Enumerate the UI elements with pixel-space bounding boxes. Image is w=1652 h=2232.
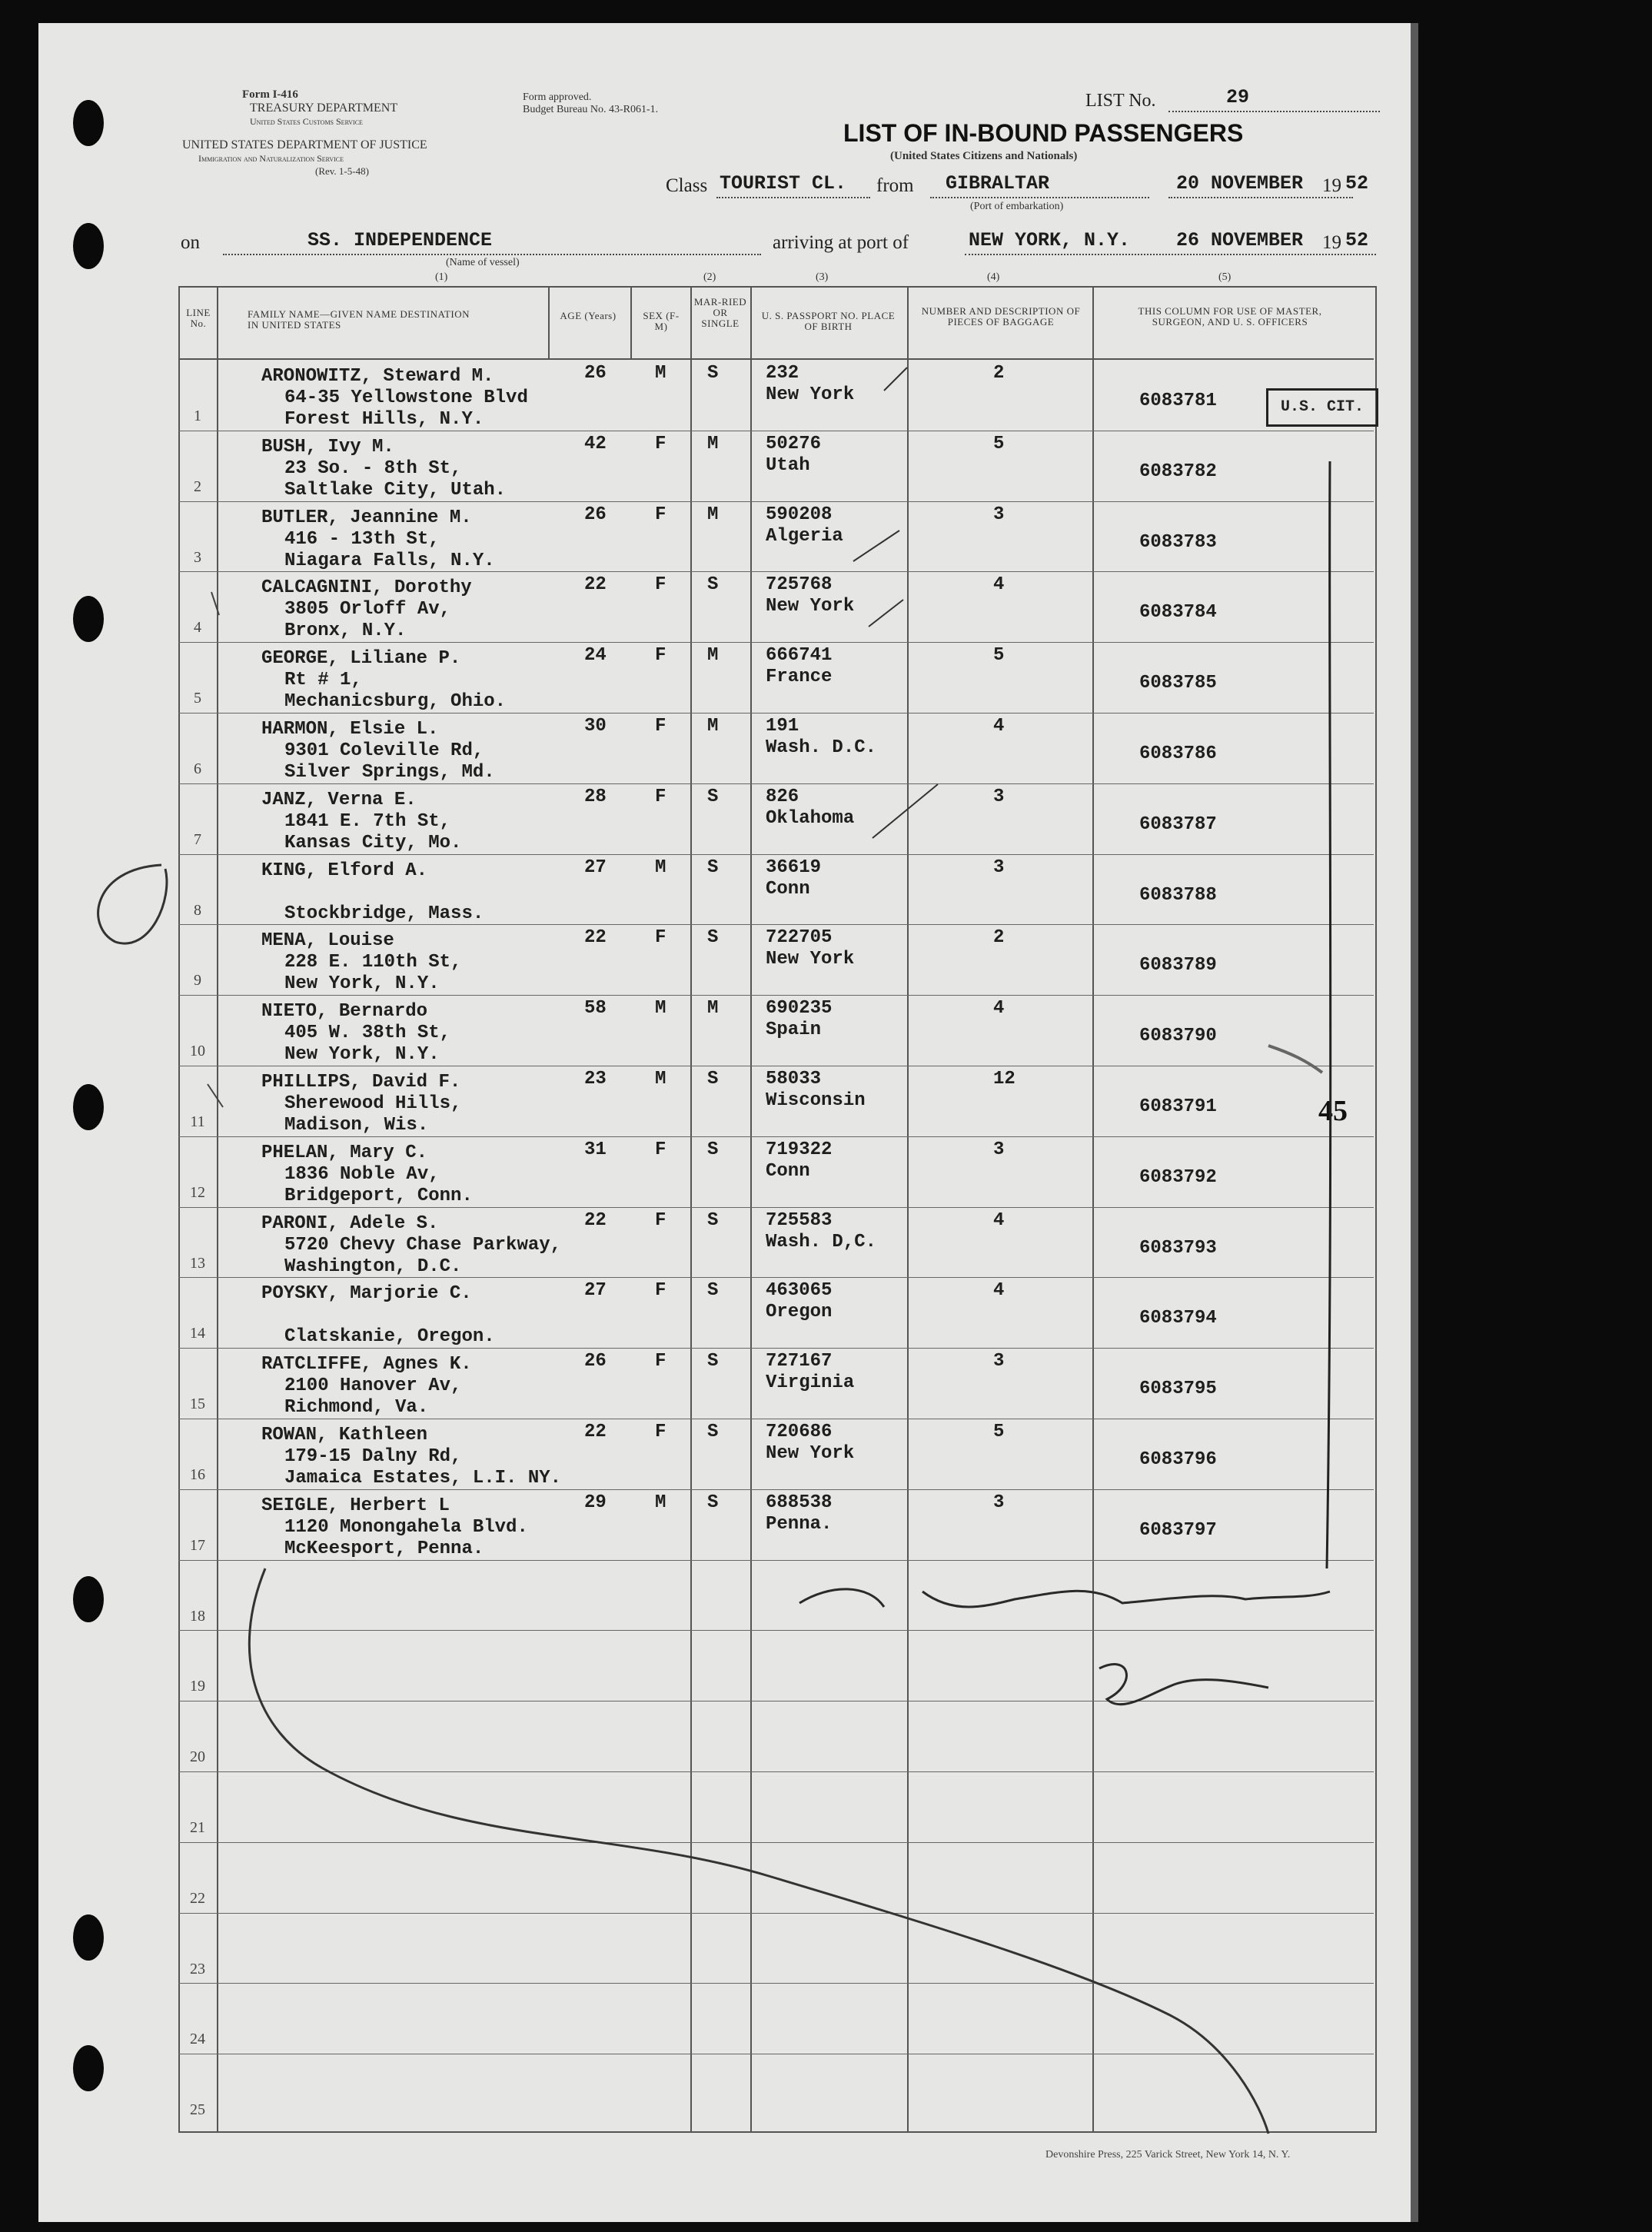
age: 28 xyxy=(584,786,607,807)
place-of-birth: Oregon xyxy=(766,1302,833,1323)
age: 23 xyxy=(584,1069,607,1089)
from-underline xyxy=(930,197,1149,198)
class-underline xyxy=(716,197,870,198)
baggage-count: 3 xyxy=(993,857,1005,878)
line-number: 15 xyxy=(190,1395,205,1413)
baggage-count: 3 xyxy=(993,504,1005,525)
line-number: 11 xyxy=(190,1113,205,1130)
baggage-count: 2 xyxy=(993,363,1005,384)
binder-hole xyxy=(73,596,104,642)
table-row xyxy=(178,642,1374,713)
table-row-empty xyxy=(178,1983,1374,2054)
officer-number: 6083785 xyxy=(1139,673,1217,694)
sex: F xyxy=(655,645,666,667)
marital-status: S xyxy=(707,574,719,596)
address-line-2: Saltlake City, Utah. xyxy=(284,479,507,501)
passenger-name: POYSKY, Marjorie C. xyxy=(261,1283,472,1305)
baggage-count: 5 xyxy=(993,433,1005,454)
sex: F xyxy=(655,786,666,807)
officer-number: 6083781 xyxy=(1139,391,1217,411)
officer-number: 6083789 xyxy=(1139,955,1217,976)
address-line-2: Niagara Falls, N.Y. xyxy=(284,550,495,571)
binder-hole xyxy=(73,100,104,146)
passport-number: 191 xyxy=(766,716,799,737)
passenger-name: PHILLIPS, David F. xyxy=(261,1072,461,1093)
place-of-birth: Oklahoma xyxy=(766,807,855,829)
passport-number: 463065 xyxy=(766,1280,833,1302)
officer-number: 6083797 xyxy=(1139,1519,1217,1541)
passenger-name: CALCAGNINI, Dorothy xyxy=(261,577,472,599)
line-number: 25 xyxy=(190,2101,205,2119)
age: 22 xyxy=(584,1422,607,1442)
table-row-empty xyxy=(178,2054,1374,2124)
marital-status: S xyxy=(707,1209,719,1231)
table-row xyxy=(178,1277,1374,1348)
table-row xyxy=(178,431,1374,501)
place-of-birth: New York xyxy=(766,384,855,405)
col-header-baggage: NUMBER AND DESCRIPTION OF PIECES OF BAGGAGE xyxy=(921,305,1081,328)
officer-number: 6083792 xyxy=(1139,1166,1217,1188)
passport-number: 58033 xyxy=(766,1069,822,1089)
line-number: 2 xyxy=(194,477,201,495)
col-header-sex: SEX (F-M) xyxy=(643,310,680,332)
line-number: 19 xyxy=(190,1678,205,1695)
officer-number: 6083791 xyxy=(1139,1096,1217,1117)
arrival-date: 26 NOVEMBER xyxy=(1176,229,1304,251)
passport-number: 232 xyxy=(766,363,799,384)
address-line-2: Bronx, N.Y. xyxy=(284,620,407,642)
arrival-port: NEW YORK, N.Y. xyxy=(969,229,1131,251)
address-line-2: Bridgeport, Conn. xyxy=(284,1185,473,1206)
line-number: 13 xyxy=(190,1254,205,1272)
table-row xyxy=(178,360,1374,431)
address-line-1: 64-35 Yellowstone Blvd xyxy=(284,388,528,408)
class-value: TOURIST CL. xyxy=(720,172,847,195)
officer-number: 6083782 xyxy=(1139,461,1217,482)
line-number: 10 xyxy=(190,1043,205,1060)
age: 58 xyxy=(584,998,607,1020)
table-row xyxy=(178,1419,1374,1489)
age: 27 xyxy=(584,857,607,878)
table-row xyxy=(178,924,1374,995)
col-marker-4: (4) xyxy=(987,271,1000,283)
revision: (Rev. 1-5-48) xyxy=(315,165,369,177)
col-marker-1: (1) xyxy=(435,271,448,283)
passenger-name: ROWAN, Kathleen xyxy=(261,1425,428,1445)
address-line-1: 405 W. 38th St, xyxy=(284,1023,451,1044)
age: 29 xyxy=(584,1492,607,1513)
place-of-birth: Conn xyxy=(766,878,810,900)
age: 26 xyxy=(584,1351,607,1372)
passenger-name: KING, Elford A. xyxy=(261,860,428,881)
age: 26 xyxy=(584,504,607,525)
col-header-line: LINE No. xyxy=(186,307,211,329)
baggage-count: 2 xyxy=(993,927,1005,949)
address-line-2: New York, N.Y. xyxy=(284,973,440,995)
marital-status: S xyxy=(707,1422,719,1442)
sex: F xyxy=(655,574,666,596)
sex: F xyxy=(655,1280,666,1302)
line-number: 22 xyxy=(190,1889,205,1907)
binder-hole xyxy=(73,1914,104,1961)
address-line-2: Richmond, Va. xyxy=(284,1397,429,1419)
sex: M xyxy=(655,363,666,384)
address-line-1: 1836 Noble Av, xyxy=(284,1163,440,1185)
signature-time xyxy=(1092,1653,1284,1715)
address-line-2: Jamaica Estates, L.I. NY. xyxy=(284,1468,562,1489)
marital-status: M xyxy=(707,716,719,737)
passport-number: 688538 xyxy=(766,1492,833,1513)
table-row xyxy=(178,1207,1374,1278)
table-row xyxy=(178,1066,1374,1136)
passport-number: 720686 xyxy=(766,1422,833,1442)
arriving-label: arriving at port of xyxy=(773,232,909,253)
arrival-year-prefix: 19 xyxy=(1322,232,1341,253)
officer-number: 6083793 xyxy=(1139,1237,1217,1259)
age: 31 xyxy=(584,1139,607,1160)
place-of-birth: Wash. D,C. xyxy=(766,1231,877,1252)
depart-year: 52 xyxy=(1345,172,1369,195)
marital-status: M xyxy=(707,998,719,1020)
col-divider xyxy=(548,286,550,358)
form-approved: Form approved. xyxy=(523,91,592,103)
sex: F xyxy=(655,433,666,454)
passenger-name: ARONOWITZ, Steward M. xyxy=(261,366,494,387)
address-line-1: 2100 Hanover Av, xyxy=(284,1375,462,1397)
line-number: 16 xyxy=(190,1466,205,1483)
officer-number: 6083784 xyxy=(1139,602,1217,624)
passenger-name: BUTLER, Jeannine M. xyxy=(261,507,472,528)
baggage-count: 3 xyxy=(993,1492,1005,1513)
officer-number: 6083795 xyxy=(1139,1379,1217,1400)
address-line-1: Sherewood Hills, xyxy=(284,1093,462,1114)
officer-number: 6083796 xyxy=(1139,1449,1217,1470)
passport-number: 36619 xyxy=(766,857,822,878)
col-header-age: AGE (Years) xyxy=(560,310,617,321)
vessel-underline xyxy=(223,254,761,255)
address-line-2: Silver Springs, Md. xyxy=(284,762,495,783)
document-title: LIST OF IN-BOUND PASSENGERS xyxy=(843,119,1244,147)
passenger-name: BUSH, Ivy M. xyxy=(261,436,394,457)
form-number: Form I-416 xyxy=(242,88,298,101)
passport-number: 50276 xyxy=(766,433,822,454)
line-number: 24 xyxy=(190,2031,205,2048)
margin-number: 45 xyxy=(1318,1095,1348,1127)
ins-service: Immigration and Naturalization Service xyxy=(198,153,344,164)
justice-dept: UNITED STATES DEPARTMENT OF JUSTICE xyxy=(182,138,427,151)
col-marker-5: (5) xyxy=(1218,271,1232,283)
age: 24 xyxy=(584,645,607,667)
passenger-name: JANZ, Verna E. xyxy=(261,789,417,810)
passport-number: 725583 xyxy=(766,1209,833,1231)
place-of-birth: New York xyxy=(766,596,855,617)
address-line-2: Madison, Wis. xyxy=(284,1115,429,1136)
address-line-2: Forest Hills, N.Y. xyxy=(284,409,484,430)
line-number: 17 xyxy=(190,1536,205,1554)
document-subtitle: (United States Citizens and Nationals) xyxy=(890,150,1078,162)
baggage-count: 4 xyxy=(993,574,1005,596)
passport-number: 666741 xyxy=(766,645,833,667)
place-of-birth: Algeria xyxy=(766,525,843,547)
depart-date: 20 NOVEMBER xyxy=(1176,172,1304,195)
table-row xyxy=(178,713,1374,783)
officer-number: 6083788 xyxy=(1139,884,1217,906)
port-underline xyxy=(965,254,1376,255)
marital-status: S xyxy=(707,1069,719,1089)
age: 30 xyxy=(584,716,607,737)
marital-status: S xyxy=(707,786,719,807)
address-line-1: 3805 Orloff Av, xyxy=(284,599,451,620)
place-of-birth: Wisconsin xyxy=(766,1090,866,1111)
sex: M xyxy=(655,1492,666,1513)
address-line-2: Kansas City, Mo. xyxy=(284,832,462,853)
table-row xyxy=(178,1348,1374,1419)
line-number: 1 xyxy=(194,407,201,424)
baggage-count: 12 xyxy=(993,1069,1015,1089)
line-number: 4 xyxy=(194,619,201,637)
line-number: 6 xyxy=(194,760,201,777)
marital-status: S xyxy=(707,1351,719,1372)
address-line-2: McKeesport, Penna. xyxy=(284,1538,484,1559)
age: 42 xyxy=(584,433,607,454)
sex: F xyxy=(655,1351,666,1372)
line-number: 5 xyxy=(194,690,201,707)
col-marker-3: (3) xyxy=(816,271,829,283)
passenger-name: GEORGE, Liliane P. xyxy=(261,648,461,670)
line-number: 3 xyxy=(194,548,201,566)
address-line-1: Rt # 1, xyxy=(284,670,362,691)
col-header-passport: U. S. PASSPORT NO. PLACE OF BIRTH xyxy=(761,310,896,332)
sex: F xyxy=(655,504,666,525)
col-marker-2: (2) xyxy=(703,271,716,283)
from-label: from xyxy=(876,175,914,196)
table-row-empty xyxy=(178,1842,1374,1913)
address-line-2: New York, N.Y. xyxy=(284,1044,440,1066)
sex: F xyxy=(655,716,666,737)
table-row xyxy=(178,1136,1374,1207)
depart-year-prefix: 19 xyxy=(1322,175,1341,196)
marital-status: S xyxy=(707,1139,719,1160)
address-line-1: 179-15 Dalny Rd, xyxy=(284,1446,462,1467)
officer-number: 6083794 xyxy=(1139,1308,1217,1329)
binder-hole xyxy=(73,1576,104,1622)
marital-status: S xyxy=(707,1280,719,1302)
baggage-count: 5 xyxy=(993,645,1005,667)
line-number: 20 xyxy=(190,1748,205,1766)
passport-number: 727167 xyxy=(766,1351,833,1372)
officer-number: 6083790 xyxy=(1139,1026,1217,1047)
passenger-name: SEIGLE, Herbert L xyxy=(261,1495,450,1516)
class-label: Class xyxy=(666,175,708,196)
table-row xyxy=(178,571,1374,642)
passenger-name: RATCLIFFE, Agnes K. xyxy=(261,1354,472,1375)
binder-hole xyxy=(73,2045,104,2091)
passport-number: 690235 xyxy=(766,998,833,1020)
col-header-name: FAMILY NAME—GIVEN NAME DESTINATION IN UNITED STATES xyxy=(248,308,470,331)
place-of-birth: New York xyxy=(766,949,855,970)
passport-number: 719322 xyxy=(766,1139,833,1160)
line-number: 23 xyxy=(190,1960,205,1978)
passenger-name: HARMON, Elsie L. xyxy=(261,719,439,740)
marital-status: S xyxy=(707,363,719,384)
line-number: 14 xyxy=(190,1325,205,1342)
list-label: LIST No. xyxy=(1085,91,1156,111)
address-line-2: Clatskanie, Oregon. xyxy=(284,1326,495,1348)
table-row-empty xyxy=(178,1771,1374,1842)
col-header-officers: THIS COLUMN FOR USE OF MASTER, SURGEON, AND U. S. OFFICERS xyxy=(1138,305,1322,328)
table-row xyxy=(178,783,1374,854)
baggage-count: 4 xyxy=(993,716,1005,737)
address-line-1: 23 So. - 8th St, xyxy=(284,457,462,479)
passport-number: 590208 xyxy=(766,504,833,525)
place-of-birth: Spain xyxy=(766,1020,822,1041)
sex: F xyxy=(655,1209,666,1231)
place-of-birth: Virginia xyxy=(766,1372,855,1394)
address-line-1: 9301 Coleville Rd, xyxy=(284,740,484,761)
place-of-birth: Utah xyxy=(766,454,810,476)
marital-status: S xyxy=(707,857,719,878)
sex: M xyxy=(655,998,666,1020)
on-label: on xyxy=(181,232,200,253)
marital-status: M xyxy=(707,504,719,525)
age: 22 xyxy=(584,1209,607,1231)
table-row xyxy=(178,1489,1374,1560)
address-line-1: 1841 E. 7th St, xyxy=(284,810,451,832)
passport-number: 725768 xyxy=(766,574,833,596)
table-row xyxy=(178,501,1374,572)
binder-hole xyxy=(73,1084,104,1130)
line-number: 18 xyxy=(190,1607,205,1625)
officer-number: 6083786 xyxy=(1139,743,1217,764)
sex: F xyxy=(655,927,666,949)
marital-status: M xyxy=(707,433,719,454)
embark-note: (Port of embarkation) xyxy=(970,201,1064,212)
treasury-dept: TREASURY DEPARTMENT xyxy=(250,101,398,115)
col-header-married: MAR-RIED OR SINGLE xyxy=(693,296,747,329)
baggage-count: 3 xyxy=(993,786,1005,807)
vessel-name: SS. INDEPENDENCE xyxy=(307,229,493,251)
age: 26 xyxy=(584,363,607,384)
page-edge xyxy=(1411,23,1418,2222)
col-divider xyxy=(630,286,632,358)
depart-date-underline xyxy=(1168,197,1353,198)
age: 27 xyxy=(584,1280,607,1302)
line-number: 21 xyxy=(190,1819,205,1836)
line-number: 9 xyxy=(194,972,201,990)
officer-number: 6083783 xyxy=(1139,531,1217,553)
from-value: GIBRALTAR xyxy=(946,172,1050,195)
sex: F xyxy=(655,1139,666,1160)
list-underline xyxy=(1168,111,1380,112)
place-of-birth: New York xyxy=(766,1443,855,1464)
line-number: 7 xyxy=(194,830,201,848)
passport-number: 722705 xyxy=(766,927,833,949)
table-row xyxy=(178,995,1374,1066)
address-line-1: 5720 Chevy Chase Parkway, xyxy=(284,1234,562,1256)
table-row xyxy=(178,854,1374,925)
age: 22 xyxy=(584,574,607,596)
marital-status: M xyxy=(707,645,719,667)
baggage-count: 5 xyxy=(993,1422,1005,1442)
place-of-birth: Penna. xyxy=(766,1513,833,1535)
baggage-count: 3 xyxy=(993,1139,1005,1160)
address-line-1: 228 E. 110th St, xyxy=(284,952,462,973)
sex: F xyxy=(655,1422,666,1442)
customs-service: United States Customs Service xyxy=(250,116,363,127)
baggage-count: 4 xyxy=(993,1280,1005,1302)
place-of-birth: Wash. D.C. xyxy=(766,737,877,758)
baggage-count: 3 xyxy=(993,1351,1005,1372)
baggage-count: 4 xyxy=(993,1209,1005,1231)
marital-status: S xyxy=(707,927,719,949)
address-line-2: Washington, D.C. xyxy=(284,1256,462,1277)
place-of-birth: Conn xyxy=(766,1160,810,1182)
address-line-1: 416 - 13th St, xyxy=(284,528,440,550)
printer-footer: Devonshire Press, 225 Varick Street, New York 14, N. Y. xyxy=(1045,2149,1291,2160)
sex: M xyxy=(655,1069,666,1089)
passport-number: 826 xyxy=(766,786,799,807)
address-line-1: 1120 Monongahela Blvd. xyxy=(284,1516,528,1538)
passenger-name: NIETO, Bernardo xyxy=(261,1001,428,1023)
passenger-name: MENA, Louise xyxy=(261,930,394,952)
citizenship-stamp: U.S. CIT. xyxy=(1266,388,1378,427)
baggage-count: 4 xyxy=(993,998,1005,1020)
address-line-2: Mechanicsburg, Ohio. xyxy=(284,691,507,713)
line-number: 12 xyxy=(190,1183,205,1201)
place-of-birth: France xyxy=(766,667,833,688)
binder-hole xyxy=(73,223,104,269)
line-number: 8 xyxy=(194,901,201,919)
arrival-year: 52 xyxy=(1345,229,1369,251)
marital-status: S xyxy=(707,1492,719,1513)
table-row-empty xyxy=(178,1913,1374,1984)
budget-bureau: Budget Bureau No. 43-R061-1. xyxy=(523,104,659,115)
officer-number: 6083787 xyxy=(1139,813,1217,835)
passenger-name: PHELAN, Mary C. xyxy=(261,1142,428,1163)
sex: M xyxy=(655,857,666,878)
vessel-note: (Name of vessel) xyxy=(446,257,520,268)
passenger-name: PARONI, Adele S. xyxy=(261,1212,439,1234)
list-number: 29 xyxy=(1226,86,1250,108)
address-line-2: Stockbridge, Mass. xyxy=(284,903,484,924)
age: 22 xyxy=(584,927,607,949)
